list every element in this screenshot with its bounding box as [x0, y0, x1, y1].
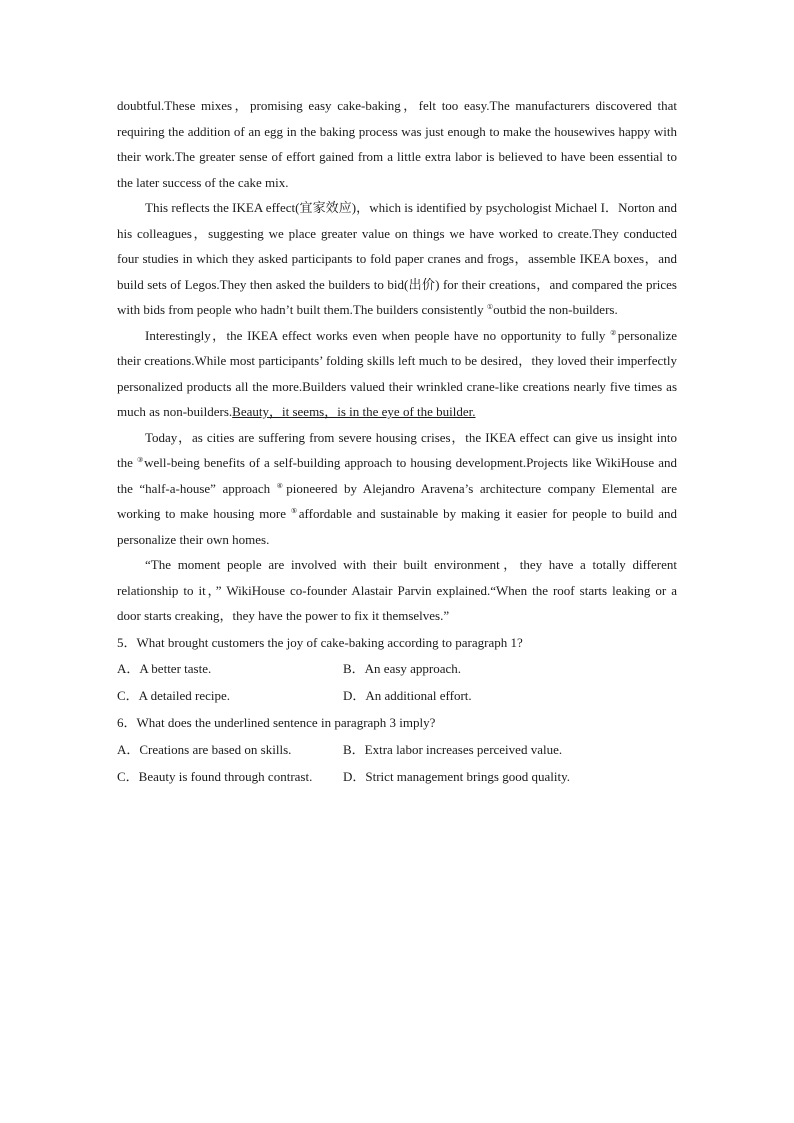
question-6-stem: 6．What does the underlined sentence in paragraph 3 imply? [117, 715, 436, 730]
question-6-option-a[interactable]: A．Creations are based on skills. [117, 741, 292, 757]
marker-2: ② [610, 328, 618, 337]
question-5-options-row-2 [117, 682, 677, 709]
question-6-option-d[interactable]: D．Strict management brings good quality. [343, 768, 570, 784]
paragraph-2-text: This reflects the IKEA effect(宜家效应)，which is identified by psychologist Michael I．Norton and his colleagues，suggesting we place greater value on things we have worked to create.They conducted four studies in which they asked participants to fold paper cranes and frogs，assemble IKEA boxes，and build sets of Legos.They then asked the builders to bid(出价) for their creations，and compared the prices with bids from people who hadn’t built them.The builders consistently [117, 200, 677, 317]
question-6-options-row-2 [117, 763, 677, 790]
question-5-stem: 5．What brought customers the joy of cake-baking according to paragraph 1? [117, 634, 523, 650]
paragraph-2-tail: outbid the non-builders. [493, 302, 618, 317]
marker-4: ④ [276, 481, 287, 490]
paragraph-4-tail: affordable and sustainable by making it easier for people to build and personalize their own homes. [117, 506, 677, 547]
paragraph-3 [117, 323, 677, 425]
paragraph-4-body: well-being benefits of a self-building approach to housing development.Projects like WikiHouse and the “half-a-house” approach [117, 455, 678, 496]
question-6-option-c[interactable]: C．Beauty is found through contrast. [117, 768, 313, 784]
question-5-option-d[interactable]: D．An additional effort. [343, 688, 472, 703]
question-5-option-a[interactable]: A．A better taste. [117, 661, 212, 676]
paragraph-4-body-2: pioneered by Alejandro Aravena’s architecture company Elemental are working to make housing more [117, 480, 678, 521]
question-5-option-b[interactable]: B．An easy approach. [343, 661, 462, 676]
paragraph-4-text: Today，as cities are suffering from severe housing crises，the IKEA effect can give us insight into the [117, 429, 677, 470]
paragraph-1: doubtful.These mixes，promising easy cake-baking，felt too easy.The manufacturers discovered that requiring the addition of an egg in the baking process was just enough to make the housewives happy with their work.The greater sense of effort gained from a little extra labor is believed to have been essential to the later success of the cake mix. [117, 98, 677, 190]
question-5-options-row-1 [117, 655, 677, 682]
paragraph-5: “The moment people are involved with their built environment，they have a totally different relationship to it，” WikiHouse co-founder Alastair Parvin explained.“When the roof starts leaking or a door starts creaking，they have the power to fix it themselves.” [117, 557, 677, 623]
paragraph-3-text: Interestingly，the IKEA effect works even when people have no opportunity to fully [145, 327, 611, 343]
marker-5: ⑤ [290, 507, 299, 515]
document-page [117, 93, 677, 790]
paragraph-2 [117, 195, 677, 323]
question-6-option-b[interactable]: B．Extra labor increases perceived value. [343, 741, 563, 757]
underlined-sentence: Beauty，it seems，is in the eye of the builder. [232, 404, 476, 419]
paragraph-4 [117, 425, 677, 553]
marker-3: ③ [137, 456, 145, 464]
paragraph-3-body: personalize their creations.While most participants’ folding skills left much to be desired，they loved their imperfectly personalized products all the more.Builders valued their wrinkled crane-like creations nearly five times as much as non-builders. [117, 327, 677, 419]
marker-1: ① [486, 303, 494, 311]
question-5-option-c[interactable]: C．A detailed recipe. [117, 688, 230, 703]
question-6-options-row-1 [117, 736, 677, 763]
